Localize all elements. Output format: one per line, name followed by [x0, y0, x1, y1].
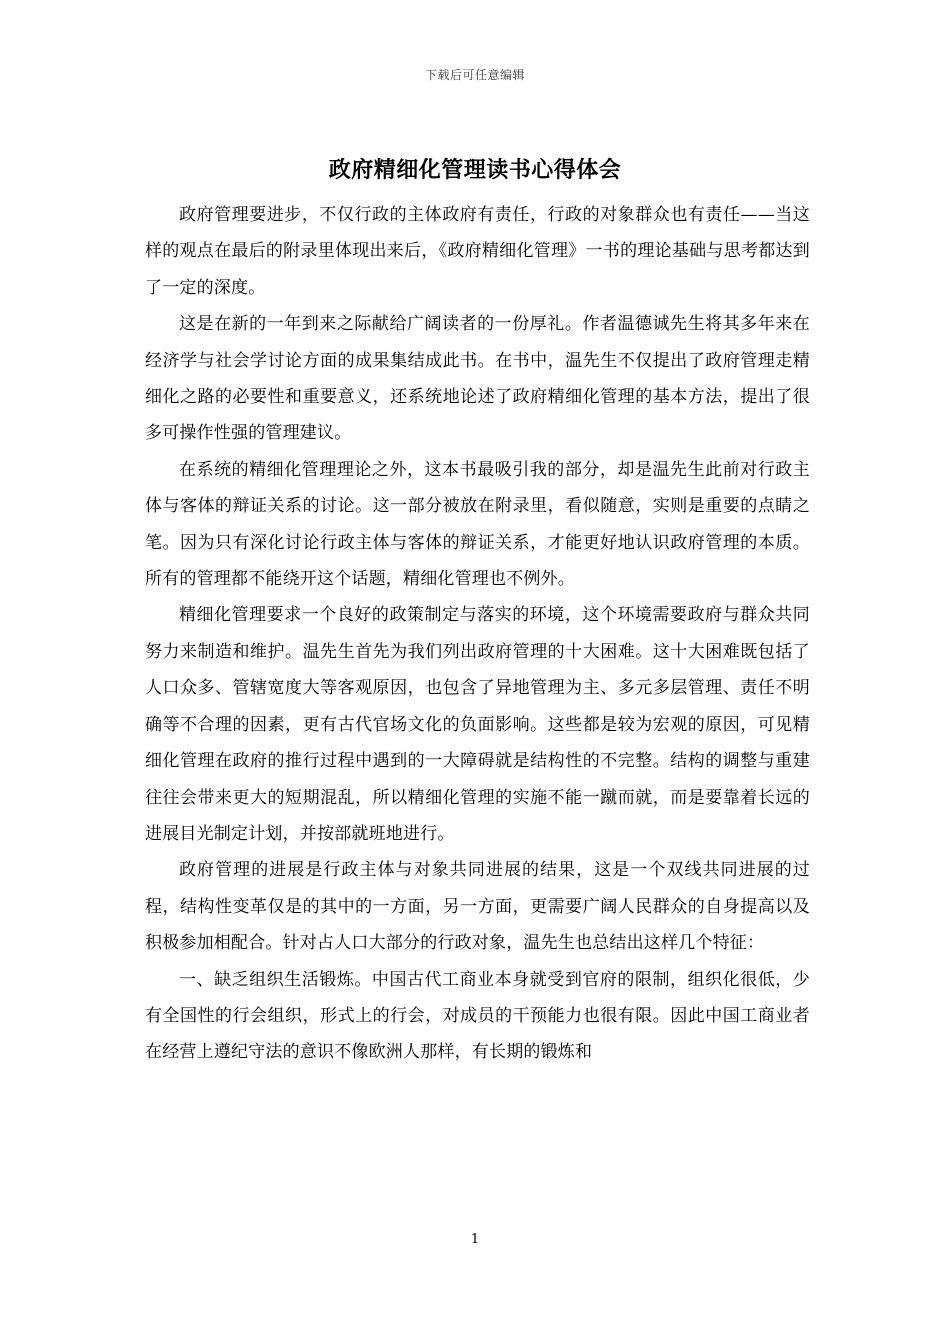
paragraph: 政府管理的进展是行政主体与对象共同进展的结果，这是一个双线共同进展的过程，结构性变革仅是的其中的一方面，另一方面，更需要广阔人民群众的自身提高以及积极参加相配合。针对占人口大部分的行政对象，温先生也总结出这样几个特征：	[145, 860, 810, 954]
document-title: 政府精细化管理读书心得体会	[328, 157, 622, 183]
paragraph: 精细化管理要求一个良好的政策制定与落实的环境，这个环境需要政府与群众共同努力来制造和维护。温先生首先为我们列出政府管理的十大困难。这十大困难既包括了人口众多、管辖宽度大等客观原因，也包含了异地管理为主、多元多层管理、责任不明确等不合理的因素，更有古代官场文化的负面影响。这些都是较为宏观的原因，可见精细化管理在政府的推行过程中遇到的一大障碍就是结构性的不完整。结构的调整与重建往往会带来更大的短期混乱，所以精细化管理的实施不能一蹴而就，而是要靠着长远的进展目光制定计划，并按部就班地进行。	[145, 605, 810, 844]
paragraph: 在系统的精细化管理理论之外，这本书最吸引我的部分，却是温先生此前对行政主体与客体的辩证关系的讨论。这一部分被放在附录里，看似随意，实则是重要的点睛之笔。因为只有深化讨论行政主体与客体的辩证关系，才能更好地认识政府管理的本质。所有的管理都不能绕开这个话题，精细化管理也不例外。	[145, 459, 810, 590]
document-body	[145, 197, 810, 1071]
paragraph: 这是在新的一年到来之际献给广阔读者的一份厚礼。作者温德诚先生将其多年来在经济学与社会学讨论方面的成果集结成此书。在书中，温先生不仅提出了政府管理走精细化之路的必要性和重要意义，还系统地论述了政府精细化管理的基本方法，提出了很多可操作性强的管理建议。	[145, 314, 810, 444]
paragraph: 政府管理要进步，不仅行政的主体政府有责任，行政的对象群众也有责任——当这样的观点在最后的附录里体现出来后，《政府精细化管理》一书的理论基础与思考都达到了一定的深度。	[145, 205, 810, 298]
page-number: 1	[470, 1232, 480, 1247]
paragraph: 一、缺乏组织生活锻炼。中国古代工商业本身就受到官府的限制，组织化很低，少有全国性的行会组织，形式上的行会，对成员的干预能力也很有限。因此中国工商业者在经营上遵纪守法的意识不像欧洲人那样，有长期的锻炼和	[145, 969, 810, 1063]
header-note: 下载后可任意编辑	[424, 68, 525, 82]
